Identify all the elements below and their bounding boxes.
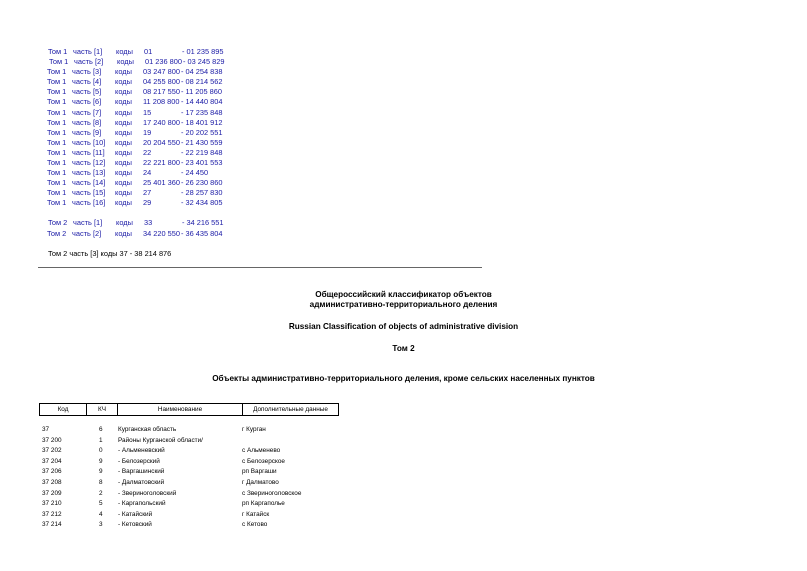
toc-vol: Том 1 [47, 168, 67, 177]
cell-kch: 8 [99, 479, 103, 486]
toc-codes: коды [115, 229, 132, 238]
toc-vol: Том 1 [47, 148, 67, 157]
current-part-line: Том 2 часть [3] коды 37 - 38 214 876 [48, 249, 172, 258]
toc-to: - 03 245 829 [183, 57, 225, 66]
column-header-extra: Дополнительные данные [243, 404, 339, 416]
toc-link-16[interactable] [47, 198, 247, 208]
toc-link-4[interactable] [47, 77, 247, 87]
cell-code: 37 209 [42, 489, 62, 497]
toc-codes: коды [117, 57, 134, 66]
toc-to: - 11 205 860 [181, 87, 222, 96]
toc-vol: Том 2 [48, 218, 68, 227]
toc-link-8[interactable] [47, 118, 247, 128]
table-header [39, 403, 339, 416]
toc-vol: Том 1 [47, 108, 67, 117]
toc-to: - 28 257 830 [181, 188, 223, 197]
toc-part: часть [6] [72, 97, 102, 106]
cell-name: - Катайский [118, 510, 153, 518]
toc-from: 17 240 800 [143, 118, 180, 127]
toc-vol: Том 1 [47, 188, 67, 197]
toc-link-5[interactable] [47, 87, 247, 97]
toc-part: часть [5] [72, 87, 102, 96]
toc-vol: Том 1 [49, 57, 69, 66]
toc-part: часть [12] [72, 158, 106, 167]
cell-name: Районы Курганской области/ [118, 436, 203, 444]
toc-link-1[interactable] [48, 47, 248, 57]
toc-link-10[interactable] [47, 138, 247, 148]
cell-name: - Варгашинский [118, 468, 165, 476]
toc-part: часть [16] [72, 198, 106, 207]
toc-codes: коды [115, 198, 132, 207]
title-ru-line-2: административно-территориального деления [309, 300, 498, 309]
cell-code: 37 204 [42, 457, 62, 465]
title-en: Russian Classification of objects of administrative division [288, 322, 519, 331]
toc-vol: Том 1 [48, 47, 68, 56]
cell-code: 37 212 [42, 510, 62, 518]
toc-part: часть [2] [74, 57, 104, 66]
toc-codes: коды [115, 77, 132, 86]
toc-part: часть [7] [72, 108, 102, 117]
toc-to: - 21 430 559 [181, 138, 223, 147]
cell-name: - Далматовский [118, 479, 165, 486]
cell-code: 37 202 [42, 447, 62, 455]
cell-extra: г Курган [242, 426, 266, 433]
toc-vol: Том 1 [47, 67, 67, 76]
column-header-name: Наименование [118, 404, 243, 416]
cell-name: - Белозерский [118, 457, 160, 465]
toc-vol: Том 2 [47, 229, 67, 238]
cell-extra: г Катайск [242, 510, 270, 518]
toc-part: часть [11] [72, 148, 105, 157]
toc-link-13[interactable] [47, 168, 247, 178]
cell-extra: с Альменево [242, 447, 281, 455]
cell-kch: 9 [99, 468, 103, 476]
toc-to: - 32 434 805 [181, 198, 223, 207]
toc-to: - 20 202 551 [181, 128, 223, 137]
toc-part: часть [13] [72, 168, 106, 177]
toc-to: - 23 401 553 [181, 158, 223, 167]
cell-name: - Звериноголовский [118, 489, 177, 497]
toc-link-6[interactable] [47, 97, 247, 107]
toc-from: 01 [144, 47, 153, 56]
toc-codes: коды [115, 158, 132, 167]
toc-to: - 04 254 838 [181, 67, 223, 76]
cell-kch: 6 [99, 426, 103, 433]
toc-codes: коды [115, 168, 132, 177]
column-header-code: Код [40, 404, 87, 416]
cell-code: 37 [42, 426, 50, 433]
toc-from: 29 [143, 198, 152, 207]
toc-from: 33 [144, 218, 153, 227]
title-ru-line-1: Общероссийский классификатор объектов [315, 290, 492, 299]
cell-kch: 0 [99, 447, 103, 455]
toc-from: 08 217 550 [143, 87, 180, 96]
toc-vol: Том 1 [47, 158, 67, 167]
column-header-kch: КЧ [87, 404, 118, 416]
cell-extra: рп Каргаполье [242, 500, 285, 508]
toc-link-7[interactable] [47, 108, 247, 118]
toc-part: часть [3] [72, 67, 102, 76]
toc-from: 24 [143, 168, 152, 177]
toc-from: 11 208 800 [143, 97, 180, 106]
toc-to: - 26 230 860 [181, 178, 223, 187]
toc-link-9[interactable] [47, 128, 247, 138]
toc-to: - 24 450 [181, 168, 209, 177]
section-title: Объекты административно-территориального деления, кроме сельских населенных пунктов [212, 374, 595, 383]
cell-name: - Кетовский [118, 521, 152, 529]
toc-part: часть [1] [73, 47, 103, 56]
toc-part: часть [4] [72, 77, 102, 86]
toc-link-18[interactable] [47, 229, 247, 239]
cell-extra: с Кетово [242, 521, 268, 529]
cell-kch: 3 [99, 521, 103, 529]
toc-vol: Том 1 [47, 128, 67, 137]
toc-codes: коды [115, 188, 132, 197]
toc-from: 22 [143, 148, 152, 157]
toc-codes: коды [115, 178, 132, 187]
toc-to: - 22 219 848 [181, 148, 223, 157]
cell-code: 37 208 [42, 479, 62, 486]
toc-vol: Том 1 [47, 77, 67, 86]
cell-code: 37 214 [42, 521, 62, 529]
cell-extra: г Далматово [242, 479, 279, 486]
toc-to: - 36 435 804 [181, 229, 223, 238]
toc-from: 22 221 800 [143, 158, 180, 167]
horizontal-divider [38, 267, 482, 268]
toc-to: - 01 235 895 [182, 47, 224, 56]
toc-to: - 18 401 912 [181, 118, 223, 127]
toc-from: 27 [143, 188, 152, 197]
toc-codes: коды [115, 138, 132, 147]
toc-from: 25 401 360 [143, 178, 180, 187]
toc-codes: коды [115, 108, 132, 117]
toc-codes: коды [116, 218, 133, 227]
toc-from: 01 236 800 [145, 57, 182, 66]
toc-link-15[interactable] [47, 188, 247, 198]
cell-extra: с Звериноголовское [242, 489, 302, 497]
cell-extra: рп Варгаши [242, 468, 277, 476]
cell-kch: 4 [99, 510, 103, 518]
toc-from: 15 [143, 108, 152, 117]
toc-vol: Том 1 [47, 97, 67, 106]
toc-codes: коды [115, 87, 132, 96]
toc-codes: коды [115, 148, 132, 157]
cell-kch: 1 [99, 436, 103, 444]
toc-from: 20 204 550 [143, 138, 180, 147]
toc-to: - 17 235 848 [181, 108, 223, 117]
toc-from: 19 [143, 128, 152, 137]
toc-link-11[interactable] [47, 148, 247, 158]
toc-part: часть [1] [73, 218, 103, 227]
toc-to: - 34 216 551 [182, 218, 224, 227]
toc-link-3[interactable] [47, 67, 247, 77]
cell-name: - Альменевский [118, 447, 165, 455]
toc-vol: Том 1 [47, 118, 67, 127]
cell-name: Курганская область [118, 426, 177, 433]
toc-part: часть [8] [72, 118, 102, 127]
toc-link-12[interactable] [47, 158, 247, 168]
cell-kch: 2 [99, 489, 103, 497]
toc-codes: коды [116, 47, 133, 56]
toc-link-14[interactable] [47, 178, 247, 188]
toc-to: - 08 214 562 [181, 77, 223, 86]
toc-codes: коды [115, 67, 132, 76]
toc-part: часть [14] [72, 178, 106, 187]
cell-extra: с Белозерское [242, 457, 285, 465]
toc-vol: Том 1 [47, 178, 67, 187]
toc-part: часть [15] [72, 188, 106, 197]
toc-from: 04 255 800 [143, 77, 180, 86]
toc-from: 34 220 550 [143, 229, 180, 238]
toc-to: - 14 440 804 [181, 97, 223, 106]
toc-part: часть [9] [72, 128, 102, 137]
cell-code: 37 210 [42, 500, 62, 508]
toc-codes: коды [115, 97, 132, 106]
volume-title: Том 2 [392, 344, 415, 353]
toc-vol: Том 1 [47, 87, 67, 96]
toc-codes: коды [115, 118, 132, 127]
cell-kch: 9 [99, 457, 103, 465]
toc-vol: Том 1 [47, 138, 67, 147]
cell-code: 37 206 [42, 468, 62, 476]
toc-part: часть [10] [72, 138, 106, 147]
toc-part: часть [2] [72, 229, 102, 238]
cell-kch: 5 [99, 500, 103, 508]
toc-codes: коды [115, 128, 132, 137]
toc-link-2[interactable] [49, 57, 249, 67]
toc-link-17[interactable] [48, 218, 248, 228]
toc-from: 03 247 800 [143, 67, 180, 76]
cell-name: - Каргапольский [118, 500, 166, 508]
cell-code: 37 200 [42, 436, 62, 444]
toc-vol: Том 1 [47, 198, 67, 207]
